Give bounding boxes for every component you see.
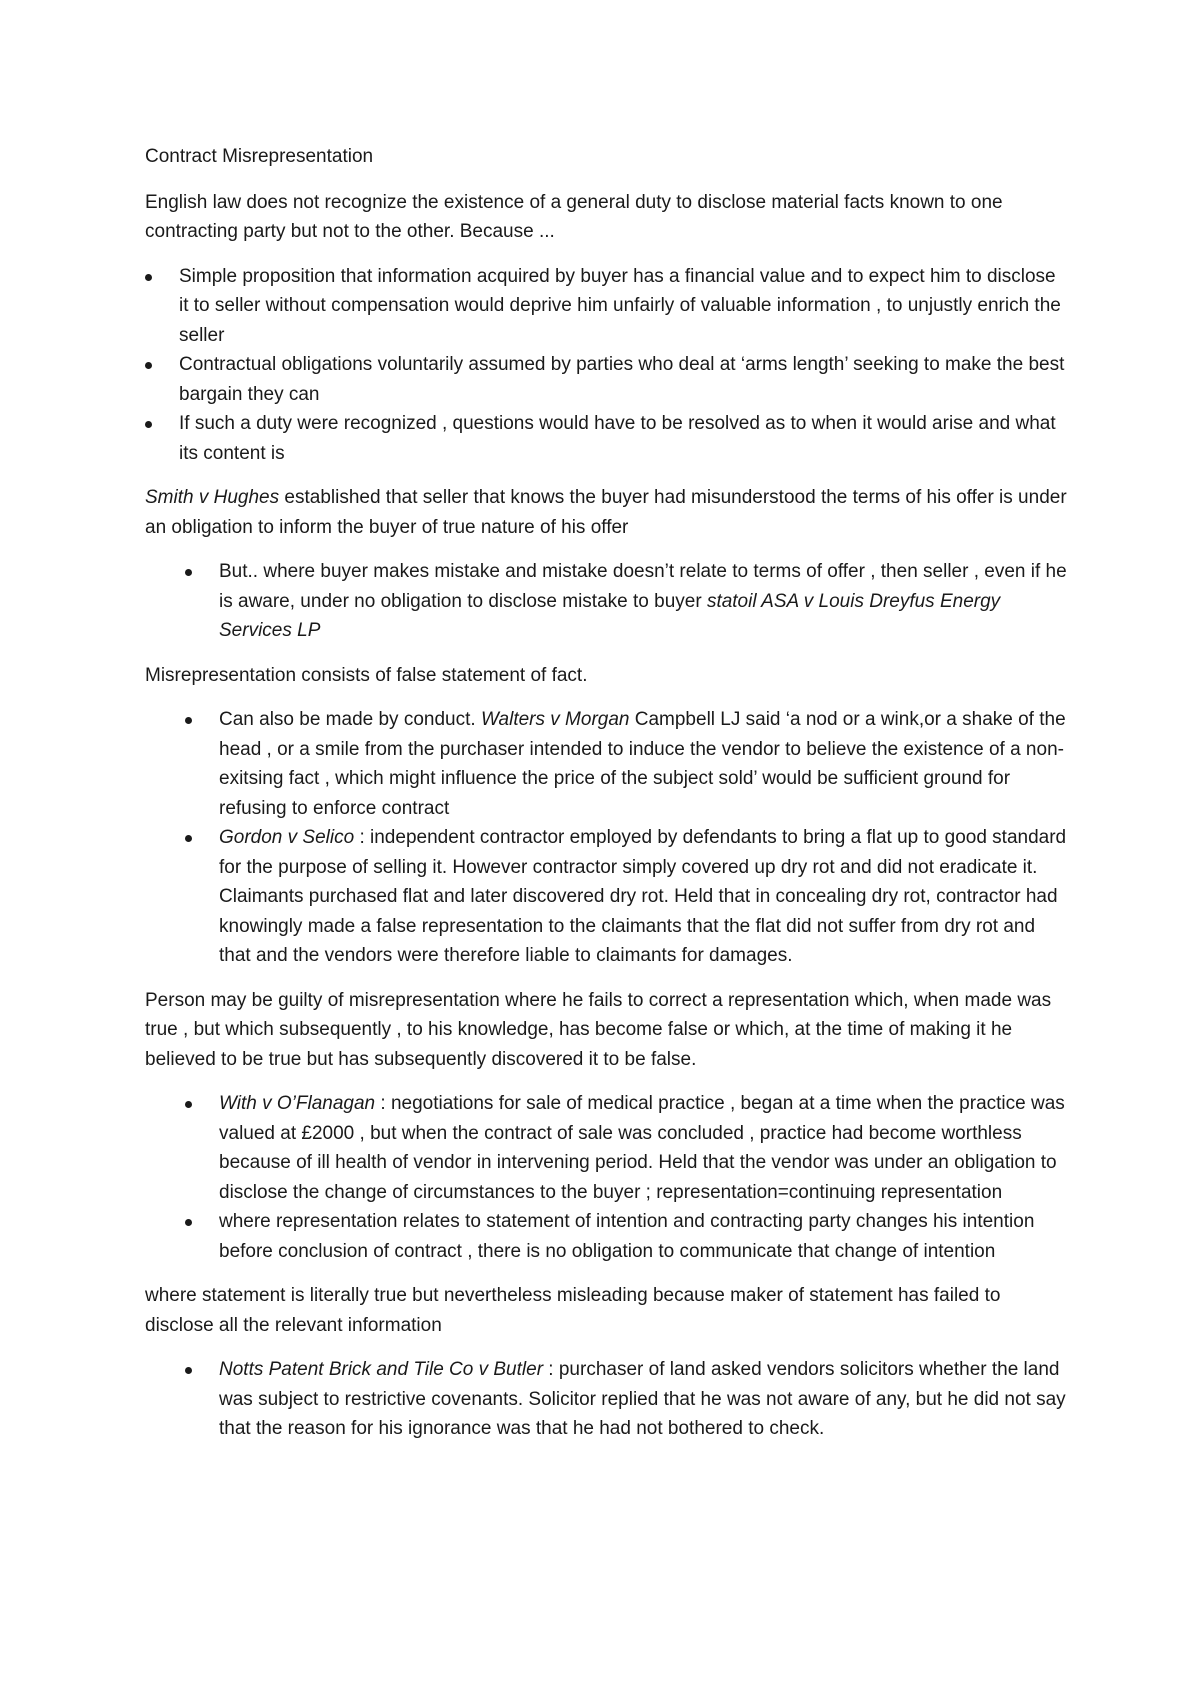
- case-name: Notts Patent Brick and Tile Co v Butler: [219, 1359, 544, 1380]
- list-item-text: Contractual obligations voluntarily assumed by parties who deal at ‘arms length’ seeking to make the best bargain they can: [179, 354, 1065, 405]
- case-name: Smith v Hughes: [145, 487, 280, 508]
- misrep-definition: Misrepresentation consists of false statement of fact.: [145, 664, 588, 686]
- list-item-text: Simple proposition that information acquired by buyer has a financial value and to expect him to disclose it to seller without compensation would deprive him unfairly of valuable information , to unjustly enrich the seller: [179, 265, 1061, 346]
- list-item-text: But.. where buyer makes mistake and mistake doesn’t relate to terms of offer , then seller , even if he is aware, under no obligation to disclose mistake to buyer: [219, 561, 1067, 612]
- list-item: [145, 350, 1070, 409]
- smith-paragraph: [145, 483, 1070, 542]
- list-item: [145, 705, 1070, 823]
- list-item: [145, 409, 1070, 468]
- list-item-text: where representation relates to statement of intention and contracting party changes his intention before conclusion of contract , there is no obligation to communicate that change of intention: [219, 1211, 1035, 1262]
- bullet-icon: [185, 1101, 192, 1108]
- document-page: [145, 142, 1070, 1459]
- list-item-text: : independent contractor employed by defendants to bring a flat up to good standard for the purpose of selling it. However contractor simply covered up dry rot and did not eradicate it. Claimants purchased flat and later discovered dry rot. Held that in concealing dry rot, contractor had knowingly made a false representation to the claimants that the flat did not suffer from dry rot and that and the vendors were therefore liable to claimants for damages.: [219, 827, 1067, 966]
- list-item-text: Campbell LJ said ‘a nod or a wink,or a shake of the head , or a smile from the purchaser intended to induce the vendor to believe the existence of a non-exitsing fact , which might influence the price of the subject sold’ would be sufficient ground for refusing to enforce contract: [219, 709, 1066, 819]
- case-name: statoil ASA v Louis Dreyfus Energy Services LP: [219, 590, 1001, 641]
- list-item: [145, 1207, 1070, 1266]
- list-item: [145, 823, 1070, 971]
- reasons-list: [145, 262, 1070, 469]
- case-name: Walters v Morgan: [480, 709, 630, 730]
- smith-list: [145, 557, 1070, 646]
- bullet-icon: [185, 717, 192, 724]
- correct-list: [145, 1089, 1070, 1266]
- literal-paragraph: where statement is literally true but nevertheless misleading because maker of statement has failed to disclose all the relevant information: [145, 1285, 1001, 1336]
- bullet-icon: [145, 362, 152, 369]
- document-title: Contract Misrepresentation: [145, 146, 374, 167]
- list-item-text: : negotiations for sale of medical practice , began at a time when the practice was valued at £2000 , but when the contract of sale was concluded , practice had become worthless because of ill health of vendor in intervening period. Held that the vendor was under an obligation to disclose the change of circumstances to the buyer ; representation=continuing representation: [219, 1093, 1065, 1203]
- list-item-text: : purchaser of land asked vendors solicitors whether the land was subject to restrictive covenants. Solicitor replied that he was not aware of any, but he did not say that the reason for his ignorance was that he had not bothered to check.: [219, 1359, 1066, 1439]
- intro-paragraph: English law does not recognize the existence of a general duty to disclose material facts known to one contracting party but not to the other. Because ...: [145, 191, 1003, 242]
- bullet-icon: [185, 569, 192, 576]
- correct-paragraph: Person may be guilty of misrepresentation where he fails to correct a representation which, when made was true , but which subsequently , to his knowledge, has become false or which, at the time of making it he believed to be true but has subsequently discovered it to be false.: [145, 989, 1052, 1070]
- bullet-icon: [185, 1367, 192, 1374]
- list-item: [145, 262, 1070, 351]
- case-name: With v O’Flanagan: [219, 1093, 376, 1114]
- list-item: [145, 1355, 1070, 1444]
- bullet-icon: [185, 835, 192, 842]
- paragraph-text: established that seller that knows the buyer had misunderstood the terms of his offer is under an obligation to inform the buyer of true nature of his offer: [145, 487, 1067, 538]
- bullet-icon: [145, 421, 152, 428]
- case-name: Gordon v Selico: [219, 827, 355, 848]
- conduct-list: [145, 705, 1070, 971]
- list-item-text: Can also be made by conduct.: [219, 709, 481, 730]
- notts-list: [145, 1355, 1070, 1444]
- list-item-text: If such a duty were recognized , questions would have to be resolved as to when it would arise and what its content is: [179, 413, 1056, 464]
- bullet-icon: [145, 274, 152, 281]
- list-item: [145, 557, 1070, 646]
- bullet-icon: [185, 1219, 192, 1226]
- list-item: [145, 1089, 1070, 1207]
